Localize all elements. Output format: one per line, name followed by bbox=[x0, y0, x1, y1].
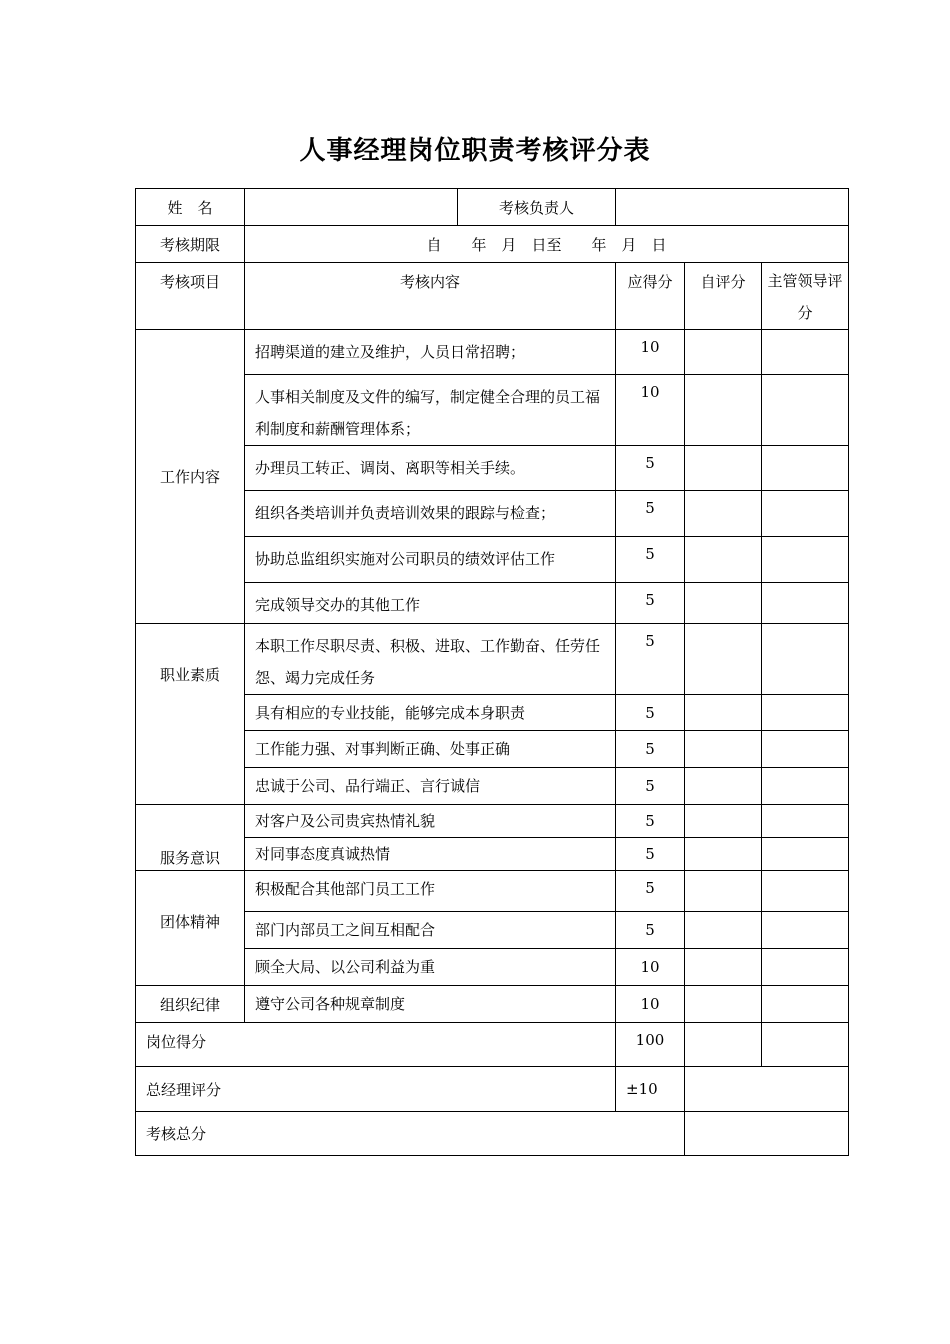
self-score-cell[interactable] bbox=[685, 838, 762, 871]
col-self-header: 自评分 bbox=[685, 263, 762, 330]
category-label: 服务意识 bbox=[136, 805, 245, 871]
item-points: 5 bbox=[616, 491, 685, 537]
item-content: 顾全大局、以公司利益为重 bbox=[245, 949, 616, 986]
self-score-cell[interactable] bbox=[685, 768, 762, 805]
item-points: 5 bbox=[616, 583, 685, 624]
item-content: 积极配合其他部门员工工作 bbox=[245, 871, 616, 912]
category-label: 组织纪律 bbox=[136, 986, 245, 1023]
item-points: 5 bbox=[616, 731, 685, 768]
self-score-cell[interactable] bbox=[685, 375, 762, 446]
self-score-cell[interactable] bbox=[685, 986, 762, 1023]
item-content: 办理员工转正、调岗、离职等相关手续。 bbox=[245, 446, 616, 491]
gm-score-row bbox=[136, 1067, 849, 1112]
item-content: 招聘渠道的建立及维护，人员日常招聘； bbox=[245, 330, 616, 375]
total-score-cell[interactable] bbox=[685, 1112, 849, 1156]
gm-score-cell[interactable] bbox=[685, 1067, 849, 1112]
item-content: 协助总监组织实施对公司职员的绩效评估工作 bbox=[245, 537, 616, 583]
supervisor-score-cell[interactable] bbox=[762, 330, 849, 375]
assessor-field[interactable] bbox=[616, 189, 849, 226]
assessment-table bbox=[135, 188, 849, 1156]
col-supervisor-header: 主管领导评分 bbox=[762, 263, 849, 330]
supervisor-score-cell[interactable] bbox=[762, 583, 849, 624]
item-points: 5 bbox=[616, 624, 685, 695]
item-points: 5 bbox=[616, 695, 685, 731]
self-score-cell[interactable] bbox=[685, 695, 762, 731]
supervisor-score-cell[interactable] bbox=[762, 491, 849, 537]
item-points: 5 bbox=[616, 805, 685, 838]
item-content: 对客户及公司贵宾热情礼貌 bbox=[245, 805, 616, 838]
total-score-row bbox=[136, 1112, 849, 1156]
name-label: 姓 名 bbox=[136, 189, 245, 226]
item-content: 工作能力强、对事判断正确、处事正确 bbox=[245, 731, 616, 768]
post-supervisor-score-cell[interactable] bbox=[762, 1023, 849, 1067]
self-score-cell[interactable] bbox=[685, 583, 762, 624]
col-item-header: 考核项目 bbox=[136, 263, 245, 330]
supervisor-score-cell[interactable] bbox=[762, 695, 849, 731]
post-self-score-cell[interactable] bbox=[685, 1023, 762, 1067]
item-points: 10 bbox=[616, 330, 685, 375]
item-points: 5 bbox=[616, 871, 685, 912]
item-content: 组织各类培训并负责培训效果的跟踪与检查； bbox=[245, 491, 616, 537]
supervisor-score-cell[interactable] bbox=[762, 949, 849, 986]
table-row bbox=[136, 805, 849, 838]
self-score-cell[interactable] bbox=[685, 624, 762, 695]
supervisor-score-cell[interactable] bbox=[762, 446, 849, 491]
category-label: 工作内容 bbox=[136, 330, 245, 624]
supervisor-score-cell[interactable] bbox=[762, 871, 849, 912]
item-points: 5 bbox=[616, 838, 685, 871]
table-row bbox=[136, 986, 849, 1023]
post-score-label: 岗位得分 bbox=[136, 1023, 616, 1067]
item-content: 完成领导交办的其他工作 bbox=[245, 583, 616, 624]
col-content-header: 考核内容 bbox=[245, 263, 616, 330]
self-score-cell[interactable] bbox=[685, 731, 762, 768]
table-row bbox=[136, 871, 849, 912]
supervisor-score-cell[interactable] bbox=[762, 375, 849, 446]
supervisor-score-cell[interactable] bbox=[762, 805, 849, 838]
gm-score-points: ±10 bbox=[616, 1067, 685, 1112]
self-score-cell[interactable] bbox=[685, 491, 762, 537]
period-text[interactable]: 自 年 月 日至 年 月 日 bbox=[245, 226, 849, 263]
item-points: 10 bbox=[616, 949, 685, 986]
page-title: 人事经理岗位职责考核评分表 bbox=[299, 136, 651, 166]
supervisor-score-cell[interactable] bbox=[762, 912, 849, 949]
self-score-cell[interactable] bbox=[685, 949, 762, 986]
assessor-label: 考核负责人 bbox=[458, 189, 616, 226]
item-points: 5 bbox=[616, 768, 685, 805]
period-label: 考核期限 bbox=[136, 226, 245, 263]
item-points: 5 bbox=[616, 912, 685, 949]
item-content: 部门内部员工之间互相配合 bbox=[245, 912, 616, 949]
post-score-points: 100 bbox=[616, 1023, 685, 1067]
item-points: 10 bbox=[616, 986, 685, 1023]
supervisor-score-cell[interactable] bbox=[762, 731, 849, 768]
category-label: 团体精神 bbox=[136, 871, 245, 986]
table-row bbox=[136, 330, 849, 375]
item-points: 5 bbox=[616, 446, 685, 491]
category-label: 职业素质 bbox=[136, 624, 245, 805]
item-content: 人事相关制度及文件的编写，制定健全合理的员工福利制度和薪酬管理体系； bbox=[245, 375, 616, 446]
item-content: 本职工作尽职尽责、积极、进取、工作勤奋、任劳任怨、竭力完成任务 bbox=[245, 624, 616, 695]
self-score-cell[interactable] bbox=[685, 446, 762, 491]
gm-score-label: 总经理评分 bbox=[136, 1067, 616, 1112]
item-content: 遵守公司各种规章制度 bbox=[245, 986, 616, 1023]
supervisor-score-cell[interactable] bbox=[762, 768, 849, 805]
self-score-cell[interactable] bbox=[685, 805, 762, 838]
self-score-cell[interactable] bbox=[685, 871, 762, 912]
post-score-row bbox=[136, 1023, 849, 1067]
item-points: 10 bbox=[616, 375, 685, 446]
total-score-label: 考核总分 bbox=[136, 1112, 685, 1156]
period-row bbox=[136, 226, 849, 263]
column-header-row bbox=[136, 263, 849, 330]
name-field[interactable] bbox=[245, 189, 458, 226]
self-score-cell[interactable] bbox=[685, 912, 762, 949]
item-content: 忠诚于公司、品行端正、言行诚信 bbox=[245, 768, 616, 805]
table-row bbox=[136, 624, 849, 695]
supervisor-score-cell[interactable] bbox=[762, 838, 849, 871]
item-content: 对同事态度真诚热情 bbox=[245, 838, 616, 871]
supervisor-score-cell[interactable] bbox=[762, 986, 849, 1023]
item-points: 5 bbox=[616, 537, 685, 583]
item-content: 具有相应的专业技能，能够完成本身职责 bbox=[245, 695, 616, 731]
supervisor-score-cell[interactable] bbox=[762, 624, 849, 695]
self-score-cell[interactable] bbox=[685, 537, 762, 583]
supervisor-score-cell[interactable] bbox=[762, 537, 849, 583]
col-points-header: 应得分 bbox=[616, 263, 685, 330]
self-score-cell[interactable] bbox=[685, 330, 762, 375]
name-row bbox=[136, 189, 849, 226]
